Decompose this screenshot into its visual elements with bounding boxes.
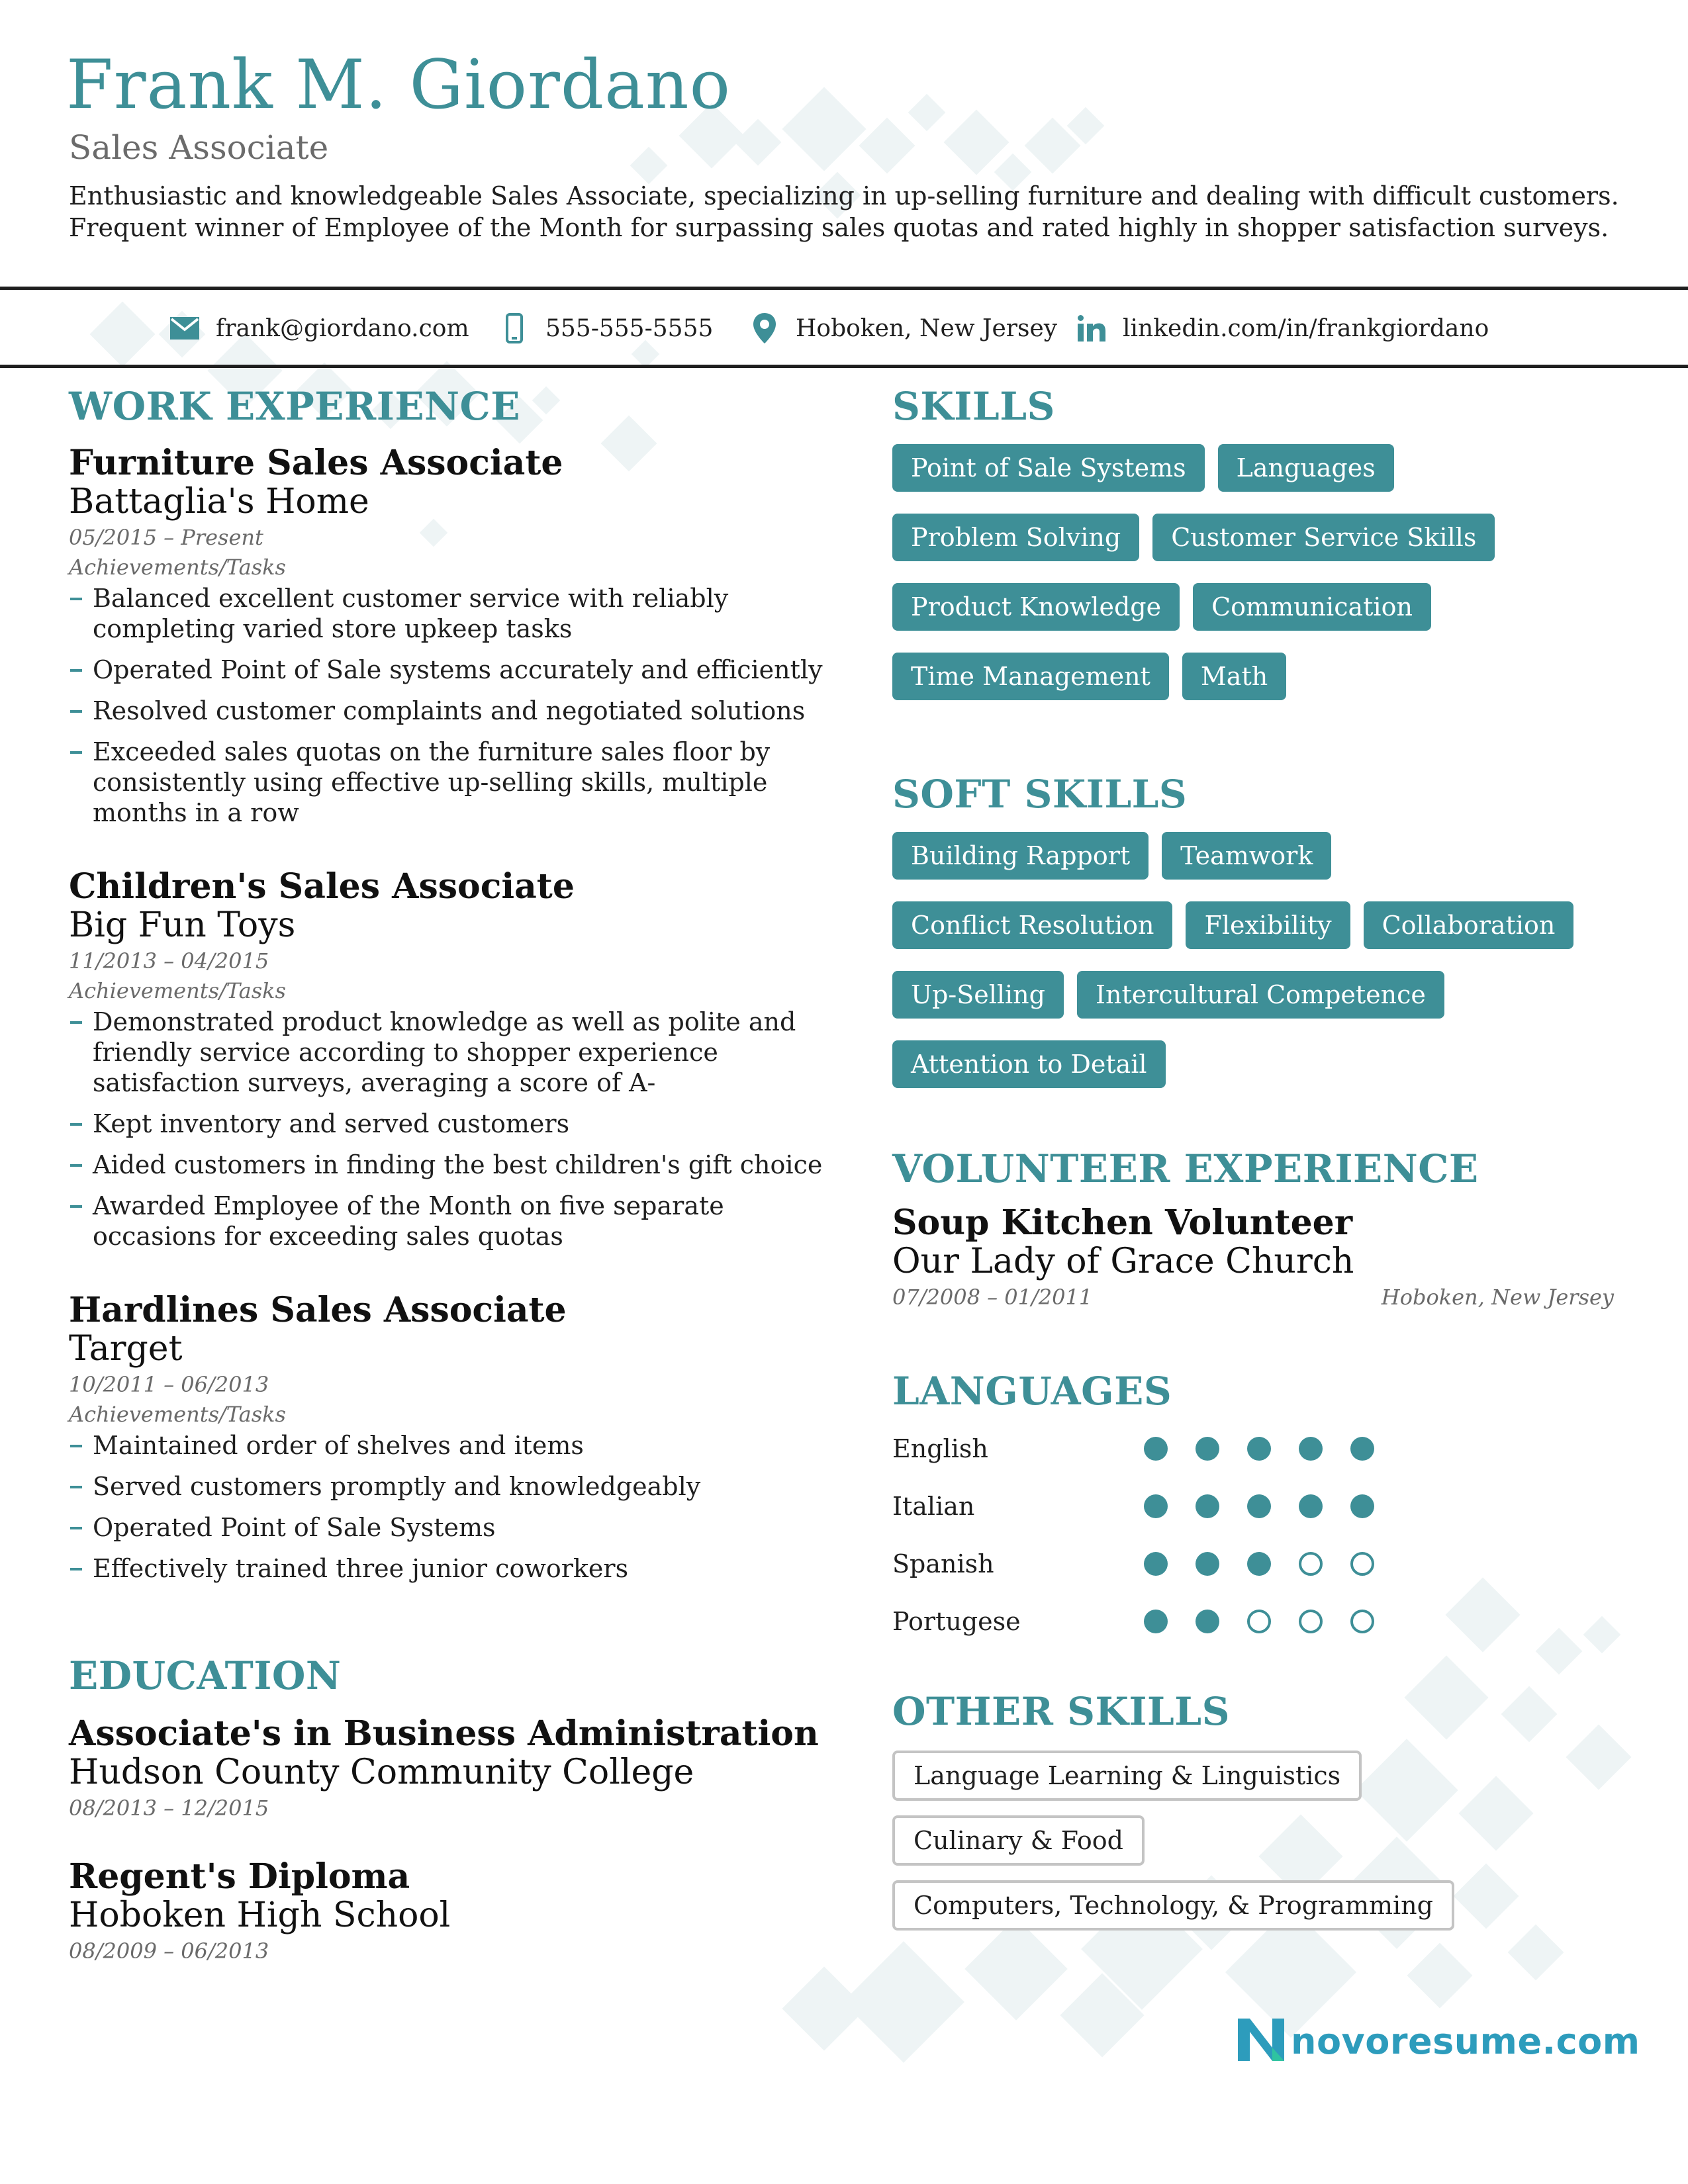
bullet-item: Exceeded sales quotas on the furniture sales floor by consistently using effective up-selling skills, multiple months in a row [69,737,837,828]
bullet-item: Kept inventory and served customers [69,1109,837,1139]
edu-date: 08/2009 – 06/2013 [69,1938,269,1964]
job-entry [69,1291,837,1584]
language-name: Portugese [892,1606,1021,1636]
candidate-name: Frank M. Giordano [66,46,731,124]
novoresume-logo-text: novoresume.com [1291,2020,1640,2062]
language-level [1144,1494,1402,1518]
level-dot-empty [1350,1552,1374,1576]
level-dot-filled [1144,1494,1168,1518]
job-bullets [69,1007,837,1251]
skill-tag: Math [1182,653,1286,700]
summary-line: Frequent winner of Employee of the Month for surpassing sales quotas and rated highly in shopper satisfaction surveys. [69,213,1609,242]
phone-icon [498,312,531,345]
contact-linkedin[interactable] [1075,308,1489,348]
contact-phone-text: 555-555-5555 [545,314,714,342]
map-pin-icon [748,312,781,345]
language-row [892,1535,1634,1592]
level-dot-filled [1247,1494,1271,1518]
job-company: Battaglia's Home [69,482,369,522]
education-entry [69,1715,837,1825]
soft-skill-tag: Flexibility [1186,901,1350,949]
other-skill-tag: Language Learning & Linguistics [892,1751,1362,1801]
languages-list [892,1420,1634,1650]
soft-skills-tags [892,832,1634,1110]
language-name: English [892,1433,988,1463]
job-entry [69,868,837,1251]
skills-tags [892,444,1634,722]
bullet-item: Demonstrated product knowledge as well as polite and friendly service according to shopper experience satisfaction surveys, averaging a score of A- [69,1007,837,1098]
volunteer-meta [892,1281,1614,1314]
contact-linkedin-text: linkedin.com/in/frankgiordano [1123,314,1489,342]
soft-skill-tag: Intercultural Competence [1077,971,1444,1019]
level-dot-empty [1299,1610,1323,1633]
bullet-item: Balanced excellent customer service with reliably completing varied store upkeep tasks [69,583,837,644]
other-skill-tag: Computers, Technology, & Programming [892,1880,1454,1931]
job-bullets [69,1430,837,1584]
volunteer-date: 07/2008 – 01/2011 [892,1285,1093,1310]
language-level [1144,1610,1402,1633]
level-dot-filled [1196,1552,1219,1576]
bullet-item: Aided customers in finding the best children's gift choice [69,1150,837,1180]
soft-skills-heading: SOFT SKILLS [892,772,1188,817]
candidate-title: Sales Associate [69,128,329,167]
work-experience-heading: WORK EXPERIENCE [69,384,520,429]
other-skills-tags [892,1751,1634,1945]
level-dot-empty [1299,1552,1323,1576]
novoresume-logo-icon [1238,2019,1284,2064]
language-row [892,1477,1634,1535]
edu-degree: Regent's Diploma [69,1856,410,1897]
level-dot-filled [1350,1494,1374,1518]
envelope-icon [168,312,201,345]
language-row [892,1420,1634,1477]
volunteer-heading: VOLUNTEER EXPERIENCE [892,1146,1479,1191]
job-company: Big Fun Toys [69,905,296,945]
level-dot-filled [1196,1437,1219,1461]
bullet-item: Served customers promptly and knowledgeably [69,1471,837,1502]
skill-tag: Point of Sale Systems [892,444,1205,492]
contact-location [748,308,1057,348]
bullet-item: Awarded Employee of the Month on five separate occasions for exceeding sales quotas [69,1191,837,1251]
language-level [1144,1552,1402,1576]
bullet-item: Resolved customer complaints and negotiated solutions [69,696,837,726]
summary [69,180,1644,244]
novoresume-logo[interactable] [1238,2019,1640,2064]
divider [0,365,1688,368]
edu-date: 08/2013 – 12/2015 [69,1796,269,1821]
volunteer-org: Our Lady of Grace Church [892,1242,1354,1281]
language-row [892,1592,1634,1650]
level-dot-filled [1350,1437,1374,1461]
soft-skill-tag: Conflict Resolution [892,901,1172,949]
job-role: Children's Sales Associate [69,866,575,907]
language-name: Italian [892,1491,975,1521]
skill-tag: Communication [1193,583,1431,631]
skill-tag: Languages [1218,444,1394,492]
edu-degree: Associate's in Business Administration [69,1713,819,1754]
bullet-item: Operated Point of Sale systems accurately and efficiently [69,655,837,685]
soft-skill-tag: Collaboration [1364,901,1574,949]
job-date: 11/2013 – 04/2015 [69,948,269,974]
level-dot-filled [1299,1437,1323,1461]
bullet-item: Effectively trained three junior coworkers [69,1553,837,1584]
left-column [69,384,837,1968]
level-dot-filled [1196,1494,1219,1518]
volunteer-role: Soup Kitchen Volunteer [892,1203,1353,1243]
soft-skill-tag: Building Rapport [892,832,1149,880]
job-date: 10/2011 – 06/2013 [69,1372,269,1397]
level-dot-filled [1299,1494,1323,1518]
job-bullets [69,583,837,828]
other-skill-tag: Culinary & Food [892,1815,1145,1866]
job-role: Furniture Sales Associate [69,443,563,483]
level-dot-filled [1144,1552,1168,1576]
divider [0,287,1688,290]
languages-heading: LANGUAGES [892,1369,1172,1414]
job-tasks-label: Achievements/Tasks [69,1402,286,1427]
soft-skill-tag: Teamwork [1162,832,1331,880]
skills-heading: SKILLS [892,384,1055,429]
level-dot-filled [1196,1610,1219,1633]
summary-line: Enthusiastic and knowledgeable Sales Associate, specializing in up-selling furniture and dealing with difficult customers. [69,181,1619,210]
contact-phone[interactable] [498,308,713,348]
language-level [1144,1437,1402,1461]
education-entry [69,1858,837,1968]
level-dot-filled [1144,1437,1168,1461]
bullet-item: Maintained order of shelves and items [69,1430,837,1461]
volunteer-entry [892,1204,1634,1314]
right-column [892,384,1634,1945]
skill-tag: Product Knowledge [892,583,1180,631]
volunteer-location: Hoboken, New Jersey [1381,1285,1614,1310]
edu-school: Hudson County Community College [69,1752,694,1792]
linkedin-icon [1075,312,1108,345]
contact-location-text: Hoboken, New Jersey [796,314,1058,342]
other-skills-heading: OTHER SKILLS [892,1689,1230,1734]
skill-tag: Time Management [892,653,1169,700]
soft-skill-tag: Up-Selling [892,971,1064,1019]
level-dot-filled [1247,1437,1271,1461]
edu-school: Hoboken High School [69,1895,451,1935]
contact-email[interactable] [168,308,469,348]
job-tasks-label: Achievements/Tasks [69,978,286,1003]
job-company: Target [69,1329,183,1369]
skill-tag: Problem Solving [892,514,1139,561]
skill-tag: Customer Service Skills [1152,514,1495,561]
level-dot-empty [1350,1610,1374,1633]
education-heading: EDUCATION [69,1653,342,1698]
contact-email-text: frank@giordano.com [216,314,469,342]
level-dot-filled [1144,1610,1168,1633]
level-dot-filled [1247,1552,1271,1576]
language-name: Spanish [892,1549,994,1578]
job-entry [69,444,837,828]
level-dot-empty [1247,1610,1271,1633]
job-date: 05/2015 – Present [69,525,263,550]
bullet-item: Operated Point of Sale Systems [69,1512,837,1543]
job-role: Hardlines Sales Associate [69,1290,567,1330]
soft-skill-tag: Attention to Detail [892,1040,1166,1088]
job-tasks-label: Achievements/Tasks [69,555,286,580]
